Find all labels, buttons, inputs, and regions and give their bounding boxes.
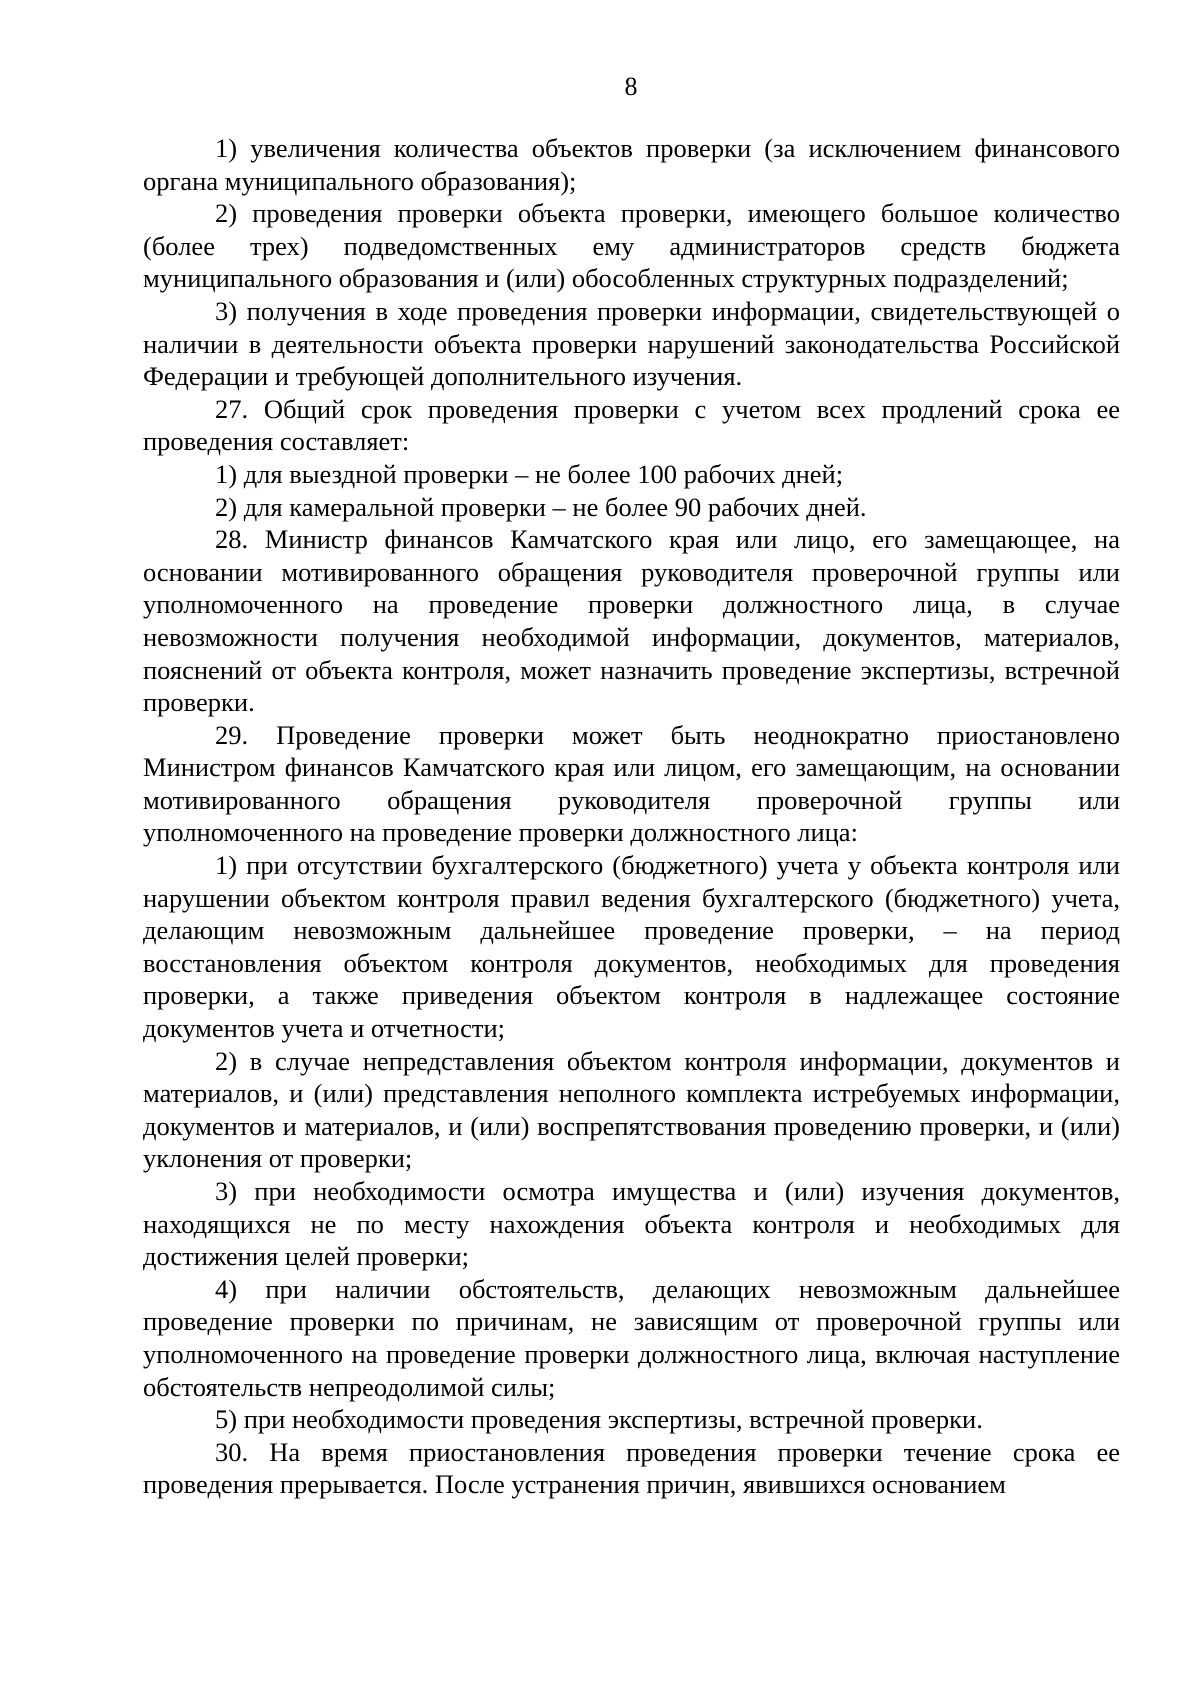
paragraph-29-1: 1) при отсутствии бухгалтерского (бюджетного) учета у объекта контроля или нарушении объектом контроля правил ведения бухгалтерского (бюджетного) учета, делающим невозможным дальнейшее проведение проверки, – на период восстановления объектом контроля документов, необходимых для проведения проверки, а также приведения объектом контроля в надлежащее состояние документов учета и отчетности; <box>143 850 1120 1044</box>
document-body <box>143 132 1120 1501</box>
paragraph-2: 2) проведения проверки объекта проверки, имеющего большое количество (более трех) подведомственных ему администраторов средств бюджета муниципального образования и (или) обособленных структурных подразделений; <box>143 198 1120 294</box>
paragraph-29: 29. Проведение проверки может быть неоднократно приостановлено Министром финансов Камчатского края или лицом, его замещающим, на основании мотивированного обращения руководителя проверочной группы или уполномоченного на проведение проверки должностного лица: <box>143 719 1120 848</box>
paragraph-29-4: 4) при наличии обстоятельств, делающих невозможным дальнейшее проведение проверки по причинам, не зависящим от проверочной группы или уполномоченного на проведение проверки должностного лица, включая наступление обстоятельств непреодолимой силы; <box>143 1273 1120 1402</box>
paragraph-28: 28. Министр финансов Камчатского края или лицо, его замещающее, на основании мотивированного обращения руководителя проверочной группы или уполномоченного на проведение проверки должностного лица, в случае невозможности получения необходимой информации, документов, материалов, пояснений от объекта контроля, может назначить проведение экспертизы, встречной проверки. <box>143 524 1120 718</box>
paragraph-29-2: 2) в случае непредставления объектом контроля информации, документов и материалов, и (или) представления неполного комплекта истребуемых информации, документов и материалов, и (или) воспрепятствования проведению проверки, и (или) уклонения от проверки; <box>143 1045 1120 1174</box>
paragraph-29-5: 5) при необходимости проведения экспертизы, встречной проверки. <box>215 1404 983 1435</box>
paragraph-3: 3) получения в ходе проведения проверки информации, свидетельствующей о наличии в деятельности объекта проверки нарушений законодательства Российской Федерации и требующей дополнительного изучения. <box>143 295 1120 392</box>
paragraph-30: 30. На время приостановления проведения проверки течение срока ее проведения прерывается. После устранения причин, явившихся основанием <box>143 1436 1120 1500</box>
paragraph-27-2: 2) для камеральной проверки – не более 90 рабочих дней. <box>215 491 867 522</box>
page-number: 8 <box>624 72 638 101</box>
paragraph-1: 1) увеличения количества объектов проверки (за исключением финансового органа муниципального образования); <box>143 133 1120 196</box>
paragraph-27: 27. Общий срок проведения проверки с учетом всех продлений срока ее проведения составляет: <box>143 393 1120 457</box>
paragraph-27-1: 1) для выездной проверки – не более 100 рабочих дней; <box>215 458 844 489</box>
paragraph-29-3: 3) при необходимости осмотра имущества и (или) изучения документов, находящихся не по месту нахождения объекта контроля и необходимых для достижения целей проверки; <box>143 1176 1120 1272</box>
